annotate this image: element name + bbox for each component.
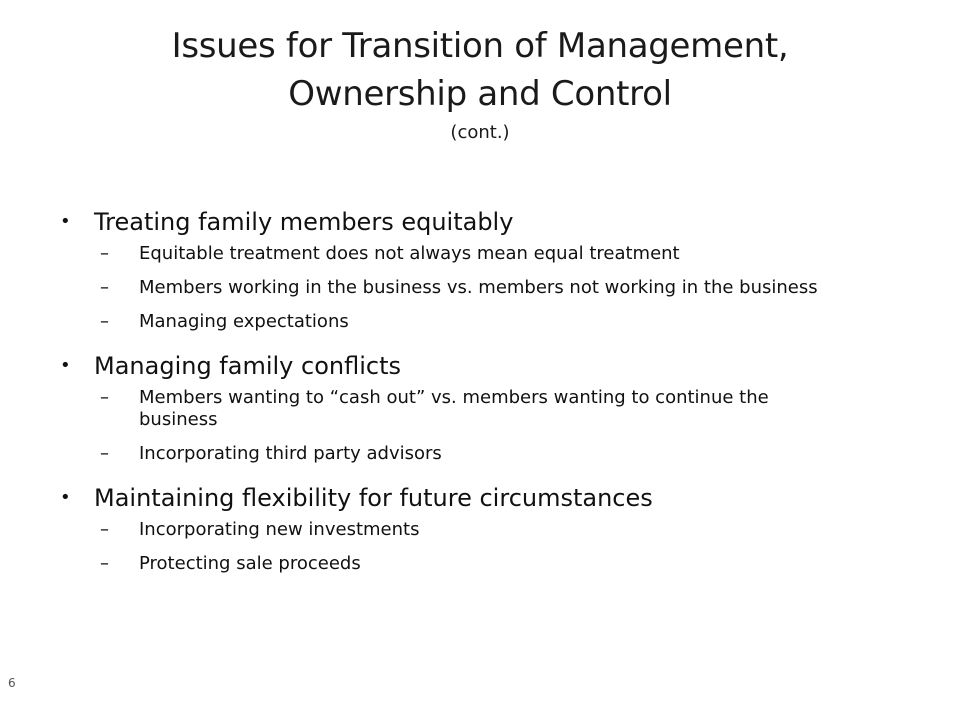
dash-icon: –: [100, 311, 109, 332]
bullet-text: Managing family conflicts: [94, 352, 401, 380]
sub-item-text: Equitable treatment does not always mean equal treatment: [139, 243, 680, 264]
bullet-text: Treating family members equitably: [94, 208, 514, 236]
sub-item: [60, 519, 849, 541]
title-subtitle: (cont.): [450, 122, 510, 143]
slide-title: [60, 22, 900, 146]
sub-item-text: Incorporating new investments: [139, 519, 420, 540]
dash-icon: –: [100, 443, 109, 464]
dash-icon: –: [100, 243, 109, 264]
dash-icon: –: [100, 553, 109, 574]
bullet-item: [60, 349, 860, 383]
sub-item-text: Members wanting to “cash out” vs. members wanting to continue the business: [139, 387, 769, 430]
dash-icon: –: [100, 277, 109, 298]
sub-item-text: Managing expectations: [139, 311, 349, 332]
page-number: 6: [8, 676, 16, 690]
sub-item: [60, 387, 849, 431]
bullet-list: [60, 205, 860, 587]
dash-icon: –: [100, 387, 109, 408]
dash-icon: –: [100, 519, 109, 540]
sub-item-text: Protecting sale proceeds: [139, 553, 361, 574]
sub-item: [60, 243, 849, 265]
bullet-dot-icon: •: [60, 355, 71, 376]
title-line-2: Ownership and Control: [288, 74, 672, 114]
sub-item: [60, 443, 849, 465]
bullet-dot-icon: •: [60, 487, 71, 508]
bullet-item: [60, 205, 860, 239]
bullet-text: Maintaining flexibility for future circumstances: [94, 484, 653, 512]
bullet-item: [60, 481, 860, 515]
sub-item: [60, 277, 849, 299]
title-line-1: Issues for Transition of Management,: [171, 26, 789, 66]
sub-item: [60, 553, 849, 575]
bullet-dot-icon: •: [60, 211, 71, 232]
sub-item-text: Members working in the business vs. members not working in the business: [139, 277, 818, 298]
sub-item-text: Incorporating third party advisors: [139, 443, 442, 464]
sub-item: [60, 311, 849, 333]
